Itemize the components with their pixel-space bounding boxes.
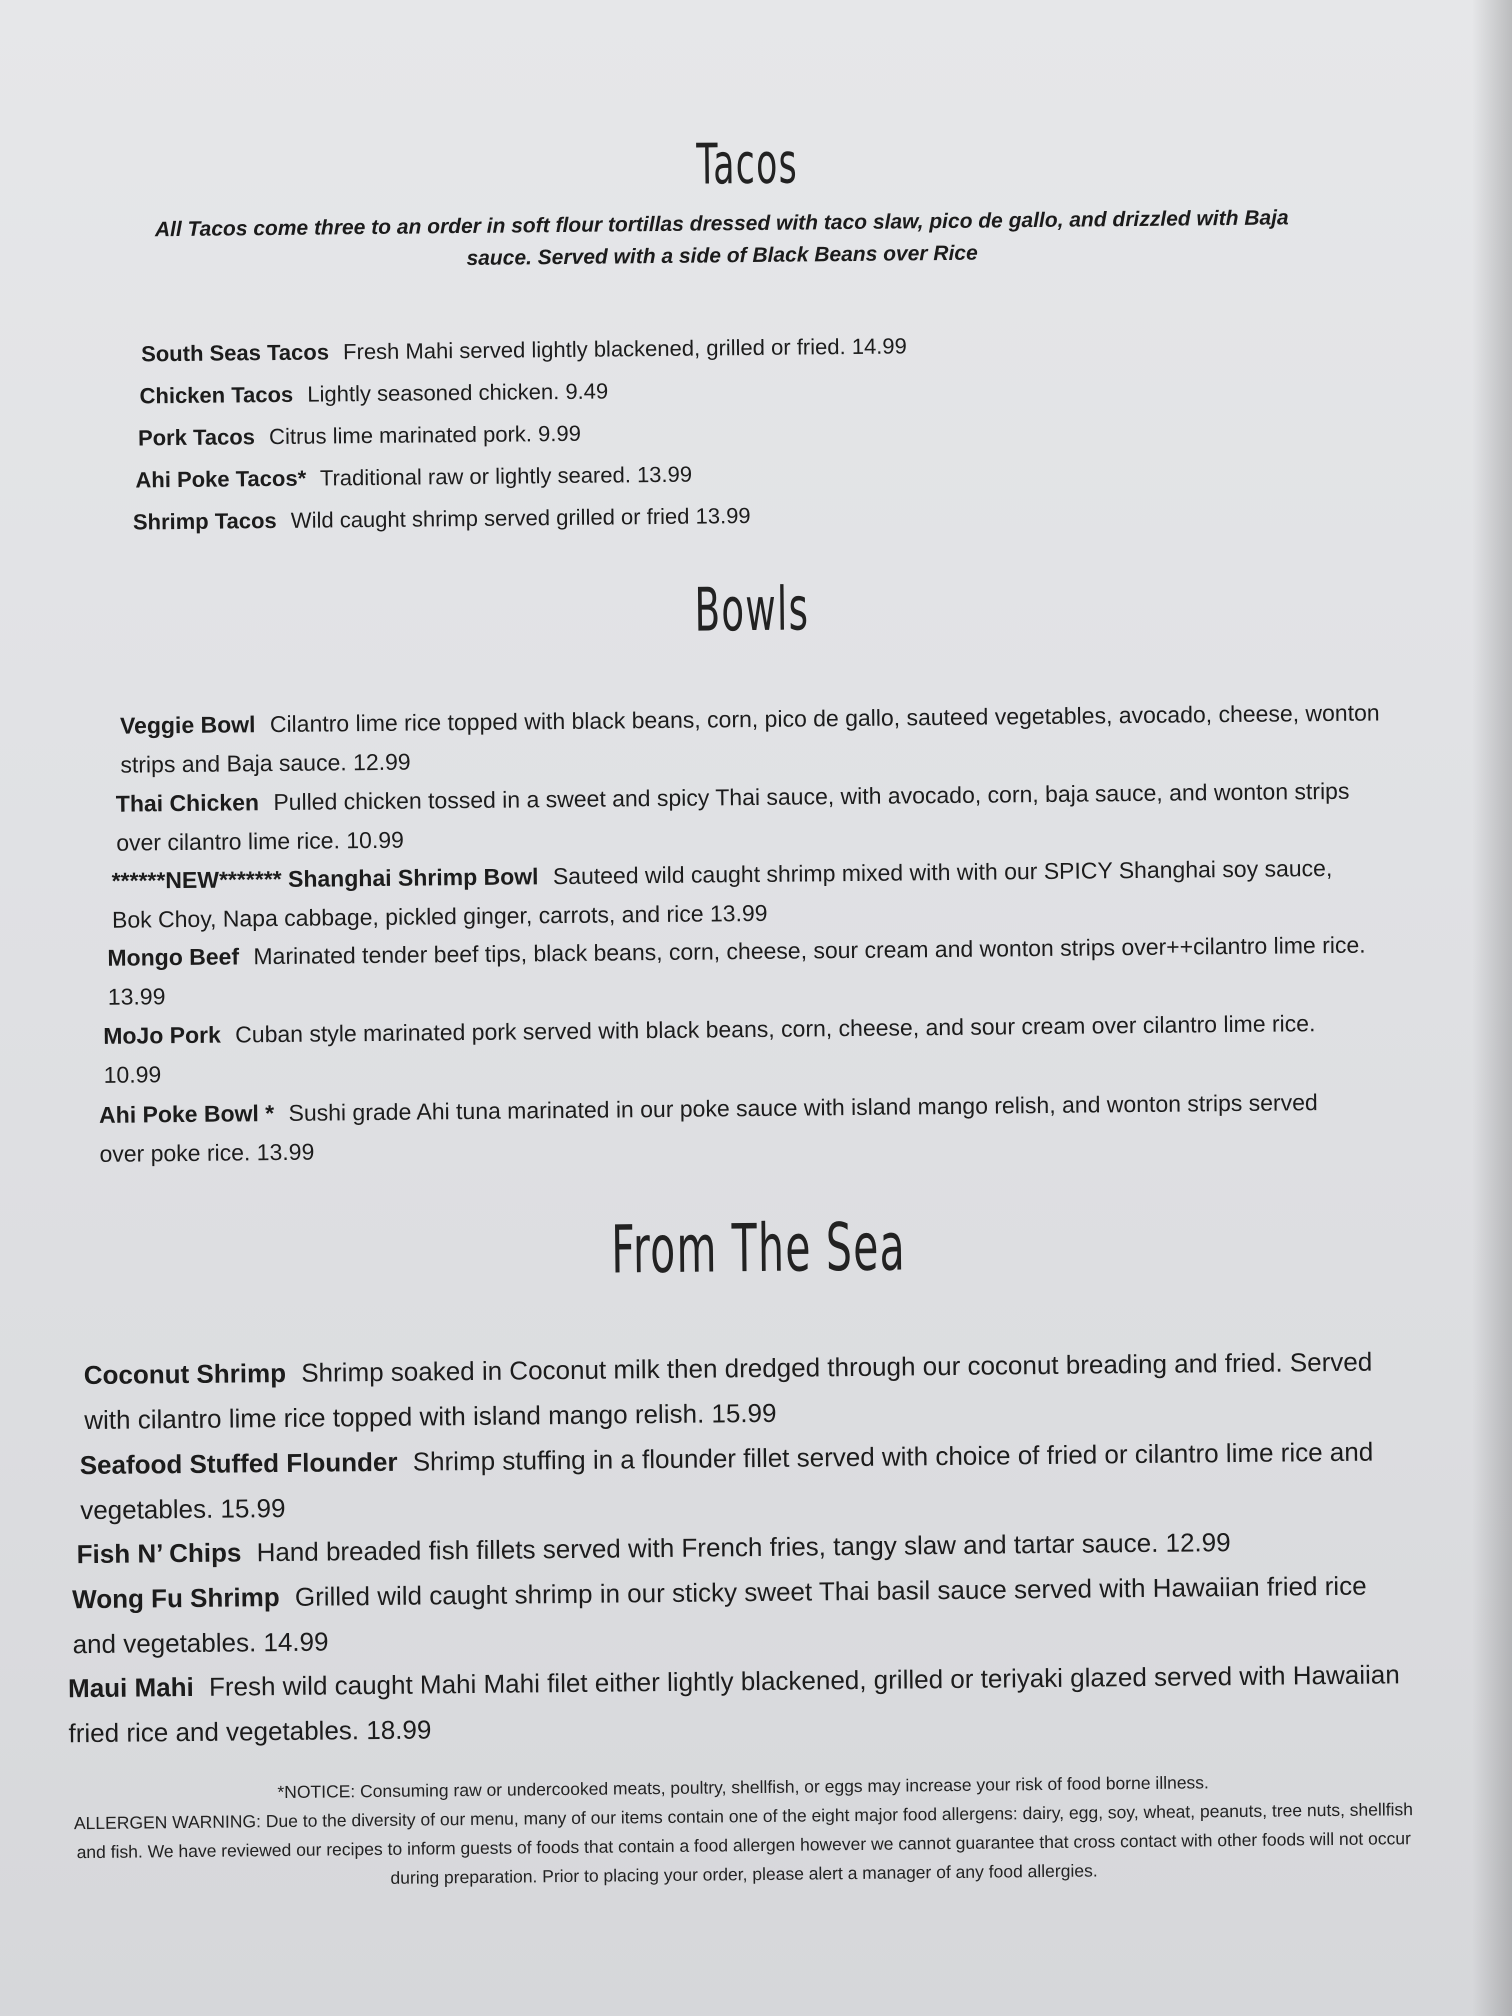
menu-item	[80, 1429, 1421, 1533]
menu-item-description: Shrimp soaked in Coconut milk then dredged through our coconut breading and fried. Served with cilantro lime rice topped with island mango relish. 15.99	[84, 1346, 1373, 1436]
menu-item	[139, 377, 608, 412]
menu-item-name: Ahi Poke Bowl *	[98, 1100, 275, 1128]
menu-item-description: Lightly seasoned chicken. 9.49	[307, 378, 609, 407]
menu-item-description: Cilantro lime rice topped with black beans, corn, pico de gallo, sauteed vegetables, avocado, cheese, wonton strips and Baja sauce. 12.99	[120, 699, 1380, 778]
paper-shadow	[1472, 0, 1512, 2016]
menu-item-name: Fish N’ Chips	[76, 1537, 242, 1570]
menu-item-name: Shrimp Tacos	[132, 507, 277, 535]
menu-item	[135, 460, 692, 496]
menu-item	[120, 693, 1381, 784]
menu-item-name: Chicken Tacos	[139, 381, 294, 409]
menu-item	[133, 501, 751, 537]
section-title-tacos: Tacos	[696, 131, 799, 198]
menu-item-name: Veggie Bowl	[119, 711, 256, 739]
menu-item	[111, 849, 1372, 940]
footer-notice	[73, 1766, 1414, 1896]
menu-item	[84, 1339, 1425, 1443]
menu-item-name: South Seas Tacos	[140, 339, 330, 367]
menu-item-description: Citrus lime marinated pork. 9.99	[268, 420, 582, 450]
menu-item-description: Wild caught shrimp served grilled or fried 13.99	[290, 503, 751, 533]
menu-item-name: Seafood Stuffed Flounder	[79, 1446, 398, 1481]
menu-item-description: Pulled chicken tossed in a sweet and spicy Thai sauce, with avocado, corn, baja sauce, and wonton strips over cilantro lime rice. 10.99	[116, 777, 1350, 856]
tacos-intro: All Tacos come three to an order in soft flour tortillas dressed with taco slaw, pico de gallo, and drizzled with Baja sauce. Served with a side of Black Beans over Rice	[154, 206, 1289, 270]
undercooked-notice: *NOTICE: Consuming raw or undercooked meats, poultry, shellfish, or eggs may increase your risk of food borne illness.	[277, 1772, 1209, 1803]
menu-item	[99, 1083, 1360, 1174]
menu-item	[138, 419, 581, 454]
menu-item	[141, 331, 907, 369]
tacos-section	[0, 0, 1501, 535]
allergen-warning: ALLERGEN WARNING: Due to the diversity of our menu, many of our items contain one of the eight major food allergens: dairy, egg, soy, wheat, peanuts, tree nuts, shellfish and fish. We have reviewed our recipes to inform guests of foods that contain a food allergen however we cannot guarantee that cross contact with other foods will not occur during preparation. Prior to placing your order, please alert a manager of any food allergies.	[73, 1799, 1414, 1888]
menu-item	[72, 1563, 1413, 1667]
menu-item	[116, 771, 1377, 862]
section-title-bowls: Bowls	[694, 574, 810, 646]
menu-item-name: Thai Chicken	[115, 789, 260, 817]
menu-item-description: Cuban style marinated pork served with black beans, corn, cheese, and sour cream over cilantro lime rice. 10.99	[103, 1010, 1316, 1088]
menu-item-description: Sushi grade Ahi tuna marinated in our poke sauce with island mango relish, and wonton strips served over poke rice. 13.99	[99, 1089, 1318, 1167]
menu-item-description: Fresh wild caught Mahi Mahi filet either lightly blackened, grilled or teriyaki glazed served with Hawaiian fried rice and vegetables. 18.99	[68, 1659, 1400, 1749]
menu-item-description: Fresh Mahi served lightly blackened, grilled or fried. 14.99	[342, 333, 907, 365]
menu-item-description: Hand breaded fish fillets served with French fries, tangy slaw and tartar sauce. 12.99	[256, 1527, 1231, 1568]
menu-item	[103, 1004, 1364, 1095]
menu-item	[107, 926, 1368, 1017]
section-title-from-the-sea: From The Sea	[610, 1208, 907, 1289]
menu-item-description: Shrimp stuffing in a flounder fillet served with choice of fried or cilantro lime rice and vegetables. 15.99	[80, 1436, 1374, 1526]
menu-item-name: Mongo Beef	[107, 943, 240, 971]
menu-item-name: Coconut Shrimp	[83, 1357, 287, 1391]
menu-item-description: Traditional raw or lightly seared. 13.99	[319, 461, 693, 491]
menu-item-description: Marinated tender beef tips, black beans, corn, cheese, sour cream and wonton strips over++cilantro lime rice. 13.99	[107, 931, 1366, 1010]
menu-item-name: Ahi Poke Tacos*	[135, 465, 307, 493]
menu-item-name: Wong Fu Shrimp	[71, 1582, 280, 1615]
menu-item-name: Pork Tacos	[137, 424, 256, 451]
menu-item-name: ******NEW******* Shanghai Shrimp Bowl	[111, 863, 539, 894]
menu-item-name: Maui Mahi	[67, 1671, 194, 1704]
menu-item-description: Grilled wild caught shrimp in our sticky sweet Thai basil sauce served with Hawaiian fried rice and vegetables. 14.99	[72, 1570, 1367, 1660]
menu-item-description: Sauteed wild caught shrimp mixed with with our SPICY Shanghai soy sauce, Bok Choy, Napa cabbage, pickled ginger, carrots, and rice 13.99	[111, 854, 1333, 933]
menu-item-name: MoJo Pork	[103, 1021, 221, 1049]
menu-item	[68, 1652, 1409, 1756]
